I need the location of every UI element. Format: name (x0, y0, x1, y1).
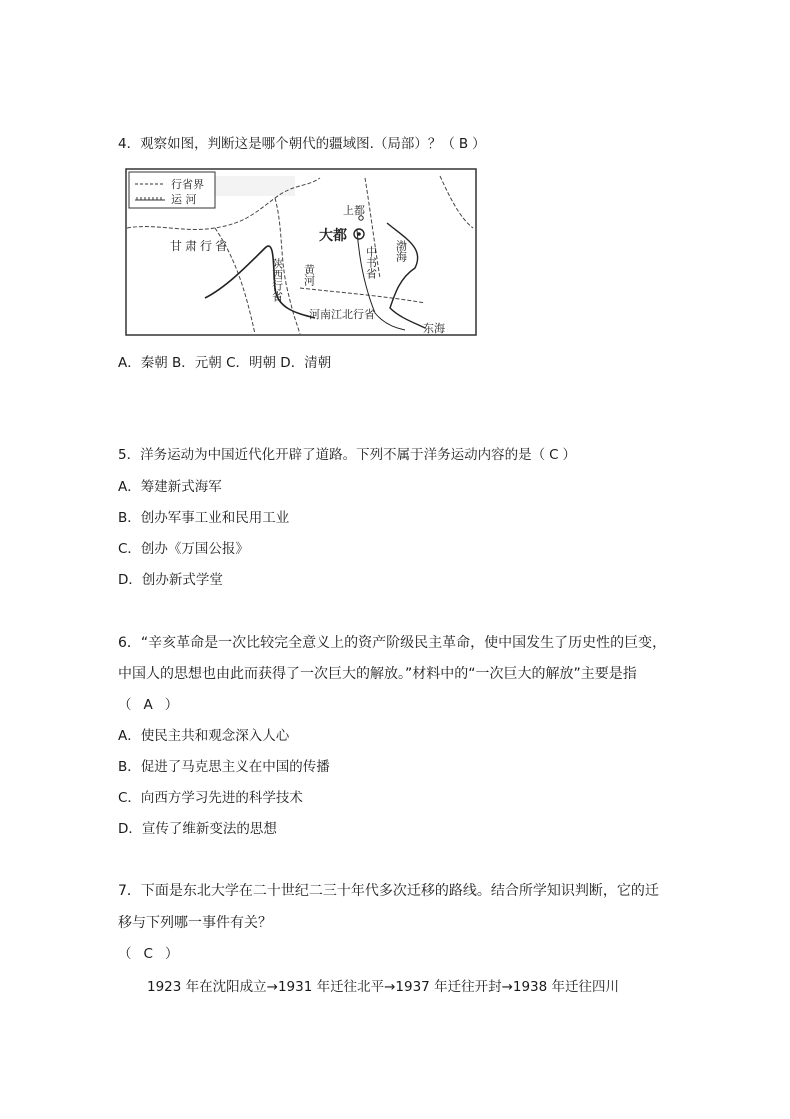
answer-7: C (143, 946, 153, 962)
label-zhongshu: 中书省 (364, 246, 378, 279)
map-image (125, 168, 477, 336)
question-6-answer: （ A ） (118, 697, 179, 713)
question-4-options: A．秦朝 B．元朝 C．明朝 D．清朝 (118, 355, 332, 371)
label-donghai: 东海 (423, 322, 445, 335)
q5-option-c: C．创办《万国公报》 (118, 541, 249, 557)
question-4-stem: 4．观察如图，判断这是哪个朝代的疆域图.（局部）？（ B ） (118, 136, 486, 152)
label-shangdu: 上都 (343, 204, 365, 217)
label-bohai: 渤海 (394, 240, 408, 262)
question-7-line-2: 移与下列哪一事件有关？ (118, 915, 272, 931)
legend-boundary-label: 行省界 (171, 178, 204, 191)
question-6-line-2: 中国人的思想也由此而获得了一次巨大的解放。”材料中的“一次巨大的解放”主要是指 (118, 666, 637, 682)
answer-4: B (458, 136, 469, 152)
q6-option-a: A．使民主共和观念深入人心 (118, 728, 290, 744)
q5-option-a: A．筹建新式海军 (118, 479, 222, 495)
label-henan: 河南江北行省 (309, 308, 375, 321)
label-dadu: 大都 (319, 228, 347, 244)
question-7-line-1: 7．下面是东北大学在二十世纪二三十年代多次迁移的路线。结合所学知识判断，它的迁 (118, 883, 659, 899)
relocation-route: 1923 年在沈阳成立→1931 年迁往北平→1937 年迁往开封→1938 年迁往四川 (147, 979, 620, 995)
label-gansu: 甘肃行省 (170, 239, 231, 253)
label-huanghe: 黄河 (302, 264, 316, 286)
q6-option-b: B．促进了马克思主义在中国的传播 (118, 759, 330, 775)
q5-option-b: B．创办军事工业和民用工业 (118, 510, 290, 526)
question-6-line-1: 6．“辛亥革命是一次比较完全意义上的资产阶级民主革命，使中国发生了历史性的巨变， (118, 635, 667, 651)
answer-5: C (549, 447, 559, 463)
q6-option-d: D．宣传了维新变法的思想 (118, 821, 277, 837)
question-5-stem: 5．洋务运动为中国近代化开辟了道路。下列不属于洋务运动内容的是（ C ） (118, 447, 577, 463)
question-7-answer: （ C ） (118, 946, 179, 962)
label-shaanxi: 陕西行省 (270, 258, 284, 302)
q6-option-c: C．向西方学习先进的科学技术 (118, 790, 303, 806)
answer-6: A (143, 697, 153, 713)
territory-map (125, 168, 477, 336)
q5-option-d: D．创办新式学堂 (118, 572, 223, 588)
legend-canal-label: 运 河 (171, 193, 197, 206)
